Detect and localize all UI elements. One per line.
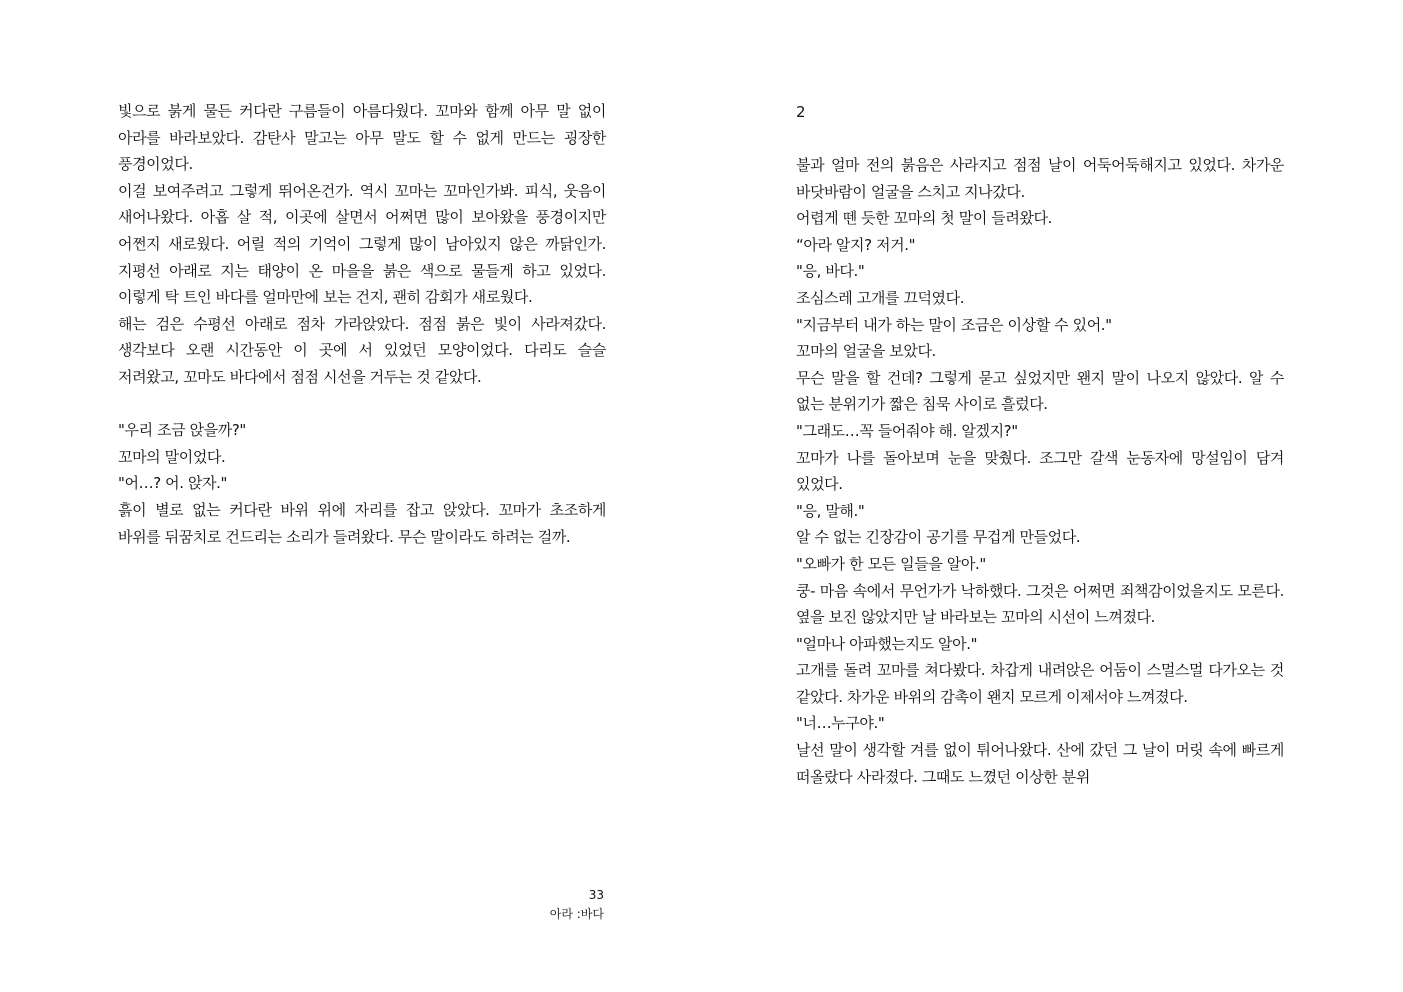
- paragraph: 고개를 돌려 꼬마를 쳐다봤다. 차갑게 내려앉은 어둠이 스멀스멀 다가오는 것 같았다. 차가운 바위의 감촉이 왠지 모르게 이제서야 느껴졌다.: [796, 661, 1284, 706]
- right-page: [700, 0, 1403, 992]
- paragraph: 쿵- 마음 속에서 무언가가 낙하했다. 그것은 어쩌면 죄책감이었을지도 모른다. 옆을 보진 않았지만 날 바라보는 꼬마의 시선이 느껴졌다.: [796, 581, 1284, 627]
- paragraph: "너…누구야.": [796, 714, 885, 733]
- paragraph: 이걸 보여주려고 그렇게 뛰어온건가. 역시 꼬마는 꼬마인가봐. 피식, 웃음이 새어나왔다. 아홉 살 적, 이곳에 살면서 어쩌면 많이 보아왔을 풍경이지만 어쩐지 새로웠다. 어릴 적의 기억이 그렇게 많이 남아있지 않은 까닭인가. 지평선 아래로 지는 태양이 온 마을을 붉은 색으로 물들게 하고 있었다. 이렇게 탁 트인 바다를 얼마만에 보는 건지, 괜히 감회가 새로웠다.: [118, 181, 606, 307]
- paragraph: 흙이 별로 없는 커다란 바위 위에 자리를 잡고 앉았다. 꼬마가 초조하게 바위를 뒤꿈치로 건드리는 소리가 들려왔다. 무슨 말이라도 하려는 걸까.: [118, 500, 606, 546]
- paragraph: "그래도…꼭 들어줘야 해. 알겠지?": [796, 421, 1018, 440]
- paragraph: "지금부터 내가 하는 말이 조금은 이상할 수 있어.": [796, 315, 1112, 334]
- paragraph: "어…? 어. 앉자.": [118, 474, 227, 493]
- left-page-body: [118, 98, 606, 550]
- paragraph: 불과 얼마 전의 붉음은 사라지고 점점 날이 어둑어둑해지고 있었다. 차가운 바닷바람이 얼굴을 스치고 지나갔다.: [796, 156, 1284, 201]
- paragraph: "응, 말해.": [796, 501, 865, 520]
- paragraph: 무슨 말을 할 건데? 그렇게 묻고 싶었지만 왠지 말이 나오지 않았다. 알 수 없는 분위기가 짧은 침묵 사이로 흘렀다.: [796, 368, 1284, 414]
- chapter-number: 2: [796, 103, 806, 121]
- paragraph: 빛으로 붉게 물든 커다란 구름들이 아름다웠다. 꼬마와 함께 아무 말 없이 아라를 바라보았다. 감탄사 말고는 아무 말도 할 수 없게 만드는 굉장한 풍경이었다.: [118, 102, 606, 174]
- paragraph: "우리 조금 앉을까?": [118, 421, 246, 440]
- paragraph: 꼬마가 나를 돌아보며 눈을 맞췄다. 조그만 갈색 눈동자에 망설임이 담겨 있었다.: [796, 448, 1284, 494]
- paragraph: 꼬마의 말이었다.: [118, 447, 226, 466]
- paragraph: 조심스레 고개를 끄덕였다.: [796, 288, 965, 307]
- paragraph: 알 수 없는 긴장감이 공기를 무겁게 만들었다.: [796, 528, 1081, 547]
- left-page: [0, 0, 700, 992]
- paragraph: "얼마나 아파했는지도 알아.": [796, 634, 978, 653]
- paragraph: 날선 말이 생각할 겨를 없이 튀어나왔다. 산에 갔던 그 날이 머릿 속에 빠르게 떠올랐다 사라졌다. 그때도 느꼈던 이상한 분위: [796, 741, 1284, 786]
- paragraph-gap: [118, 391, 606, 418]
- page-number: 33: [588, 888, 604, 902]
- paragraph: “아라 알지? 저거.": [796, 235, 916, 254]
- paragraph: 해는 검은 수평선 아래로 점차 가라앉았다. 점점 붉은 빛이 사라져갔다. 생각보다 오랜 시간동안 이 곳에 서 있었던 모양이었다. 다리도 슬슬 저려왔고, 꼬마도 바다에서 점점 시선을 거두는 것 같았다.: [118, 314, 606, 386]
- paragraph: "응, 바다.": [796, 262, 865, 281]
- paragraph: 어렵게 뗀 듯한 꼬마의 첫 말이 들려왔다.: [796, 209, 1053, 228]
- paragraph: "오빠가 한 모든 일들을 알아.": [796, 554, 986, 573]
- right-page-body: [796, 152, 1284, 790]
- running-title: 아라 :바다: [549, 907, 604, 921]
- paragraph: 꼬마의 얼굴을 보았다.: [796, 342, 936, 361]
